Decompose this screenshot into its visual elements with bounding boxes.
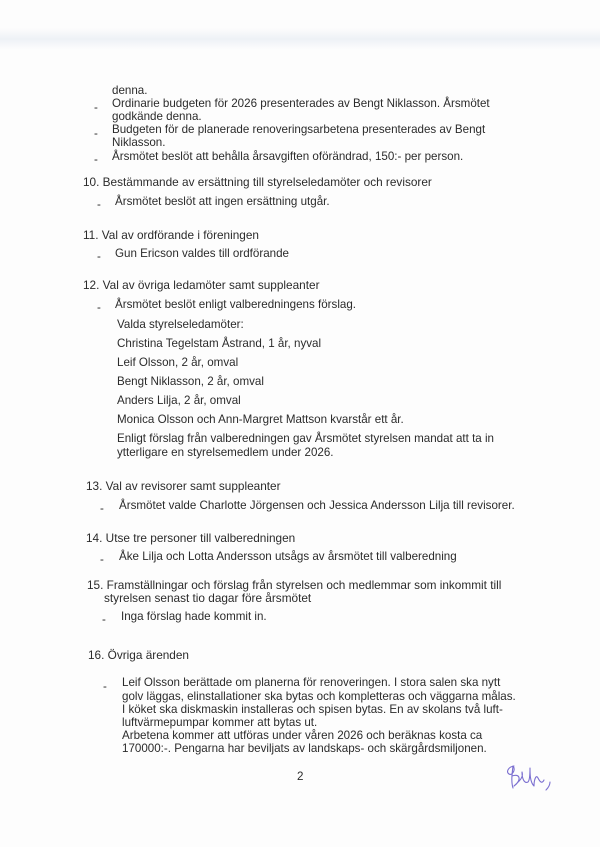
- section-16-line-1: Leif Olsson berättade om planerna för renoveringen. I stora salen ska nytt: [122, 676, 501, 689]
- section-14-heading: 14. Utse tre personer till valberedningen: [86, 531, 296, 545]
- carry-line: denna.: [112, 84, 148, 97]
- section-16-heading: 16. Övriga ärenden: [88, 648, 189, 662]
- section-11-bullet: Gun Ericson valdes till ordförande: [115, 247, 289, 260]
- bullet-marker: -: [97, 198, 101, 211]
- mandate-line-2: ytterligare en styrelsemedlem under 2026.: [117, 446, 334, 459]
- scan-artifact: [0, 28, 600, 50]
- section-16-line-3: I köket ska diskmaskin installeras och spisen bytas. En av skolans två luft-: [122, 703, 503, 716]
- section-12-bullet: Årsmötet beslöt enligt valberedningens förslag.: [115, 298, 357, 311]
- remaining-members: Monica Olsson och Ann-Margret Mattson kvarstår ett år.: [117, 413, 404, 426]
- board-members-label: Valda styrelseledamöter:: [117, 318, 244, 331]
- mandate-line-1: Enligt förslag från valberedningen gav Årsmötet styrelsen mandat att ta in: [117, 432, 495, 445]
- board-member-4: Anders Lilja, 2 år, omval: [117, 394, 241, 407]
- section-10-heading: 10. Bestämmande av ersättning till styrelseledamöter och revisorer: [83, 175, 432, 189]
- section-15-bullet: Inga förslag hade kommit in.: [121, 610, 267, 623]
- section-11-heading: 11. Val av ordförande i föreningen: [83, 228, 259, 242]
- bullet-marker: -: [94, 127, 98, 140]
- signature-initials: [500, 758, 560, 794]
- bullet-marker: -: [97, 250, 101, 263]
- bullet-marker: -: [102, 613, 106, 626]
- section-13-bullet: Årsmötet valde Charlotte Jörgensen och Jessica Andersson Lilja till revisorer.: [119, 499, 515, 512]
- section-10-bullet: Årsmötet beslöt att ingen ersättning utgår.: [115, 195, 330, 208]
- s9-bullet-2-line-2: Niklasson.: [112, 136, 166, 149]
- section-16-line-2: golv läggas, elinstallationer ska bytas och kompletteras och väggarna målas.: [122, 690, 516, 703]
- page-number: 2: [297, 770, 304, 783]
- s9-bullet-1-line-1: Ordinarie budgeten för 2026 presenterades av Bengt Niklasson. Årsmötet: [112, 97, 490, 110]
- s9-bullet-3: Årsmötet beslöt att behålla årsavgiften oförändrad, 150:- per person.: [112, 150, 464, 163]
- section-14-bullet: Åke Lilja och Lotta Andersson utsågs av årsmötet till valberedning: [119, 550, 457, 563]
- section-13-heading: 13. Val av revisorer samt suppleanter: [86, 479, 281, 493]
- section-15-heading-line-2: styrelsen senast tio dagar före årsmötet: [104, 591, 312, 605]
- bullet-marker: -: [100, 502, 104, 515]
- board-member-1: Christina Tegelstam Åstrand, 1 år, nyval: [117, 337, 322, 350]
- bullet-marker: -: [100, 553, 104, 566]
- section-12-heading: 12. Val av övriga ledamöter samt suppleanter: [83, 278, 320, 292]
- board-member-2: Leif Olsson, 2 år, omval: [117, 356, 239, 369]
- bullet-marker: -: [94, 153, 98, 166]
- bullet-marker: -: [97, 301, 101, 314]
- section-15-heading-line-1: 15. Framställningar och förslag från styrelsen och medlemmar som inkommit till: [87, 578, 502, 592]
- s9-bullet-2-line-1: Budgeten för de planerade renoveringsarbetena presenterades av Bengt: [112, 123, 486, 136]
- s9-bullet-1-line-2: godkände denna.: [112, 110, 202, 123]
- section-16-line-6: 170000:-. Pengarna har beviljats av landskaps- och skärgårdsmiljonen.: [122, 742, 487, 755]
- bullet-marker: -: [103, 680, 107, 693]
- section-16-line-5: Arbetena kommer att utföras under våren 2026 och beräknas kosta ca: [122, 729, 483, 742]
- section-16-line-4: luftvärmepumpar kommer att bytas ut.: [122, 716, 318, 729]
- board-member-3: Bengt Niklasson, 2 år, omval: [117, 375, 264, 388]
- bullet-marker: -: [94, 101, 98, 114]
